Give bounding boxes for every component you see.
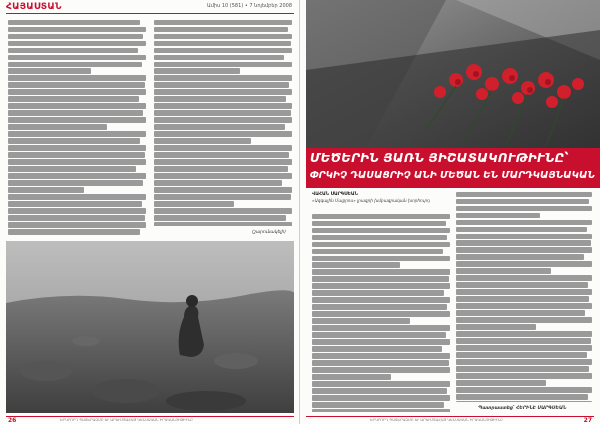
continued-note: (շարունակելի) — [252, 230, 286, 235]
issue-info: Ամիս 10 (581) • 7 նոյեմբեր 2008 — [206, 3, 292, 9]
footer-title: ԵՐԿՐՈՐԴ ՊԱՏԵՐԱԶՄԸ ԵՒ ԱՐԵՒՄՏԱՀԱՅ ԿԵՆՍԱԿԱՆ ԻՐԱԿԱՆՈՒԹԻՒՆԸ — [60, 418, 193, 422]
magazine-logo: ՀԱՅԱՍՏԱՆ — [6, 2, 62, 12]
prepared-by: Պատրաստեց՝ ՀԵՐԻՆԷ ՍԱՐԳՍԵԱՆ — [478, 406, 567, 411]
rocky-field-image — [6, 241, 294, 413]
field-photo — [6, 241, 294, 413]
left-column-1 — [8, 18, 146, 236]
article-headline: ՄԵԾԵՐԻՆ ՅԱՌՆ ՅԻՇԱՏԱԿՈՒԹԻՒՆԸ՝ — [310, 151, 569, 165]
left-column-2 — [154, 18, 292, 226]
right-page — [300, 0, 600, 424]
memorial-photo — [306, 0, 600, 148]
page-header — [0, 0, 300, 14]
memorial-flowers-image — [306, 0, 600, 148]
page-number: 26 — [8, 417, 17, 424]
header-rule — [6, 13, 294, 14]
page-number: 27 — [583, 417, 592, 424]
right-column-2 — [456, 190, 592, 402]
footer-rule — [6, 416, 294, 417]
footer-title: ԵՐԿՐՈՐԴ ՊԱՏԵՐԱԶՄԸ ԵՒ ԱՐԵՒՄՏԱՀԱՅ ԿԵՆՍԱԿԱՆ ԻՐԱԿԱՆՈՒԹԻՒՆԸ — [370, 418, 503, 422]
left-footer — [0, 416, 300, 424]
author-name: ՎԱՀԱՆ ՍԱՐԳՍԵԱՆ — [312, 192, 358, 197]
right-column-1 — [312, 212, 450, 412]
right-footer — [300, 416, 600, 424]
footer-rule — [306, 416, 594, 417]
author-role: «Ազգային Մաքրոս» լրագրի խմբագրական խորհուրդ — [312, 198, 430, 203]
article-subheadline: ՓՐԿԻՉ ԴԱՍԱՑՐԻՉ ԱՆԻ ՄԵԾԱՆ ԵՆ ՄԱՐԴԿԱՅՆԱԿԱՆ — [310, 170, 595, 181]
